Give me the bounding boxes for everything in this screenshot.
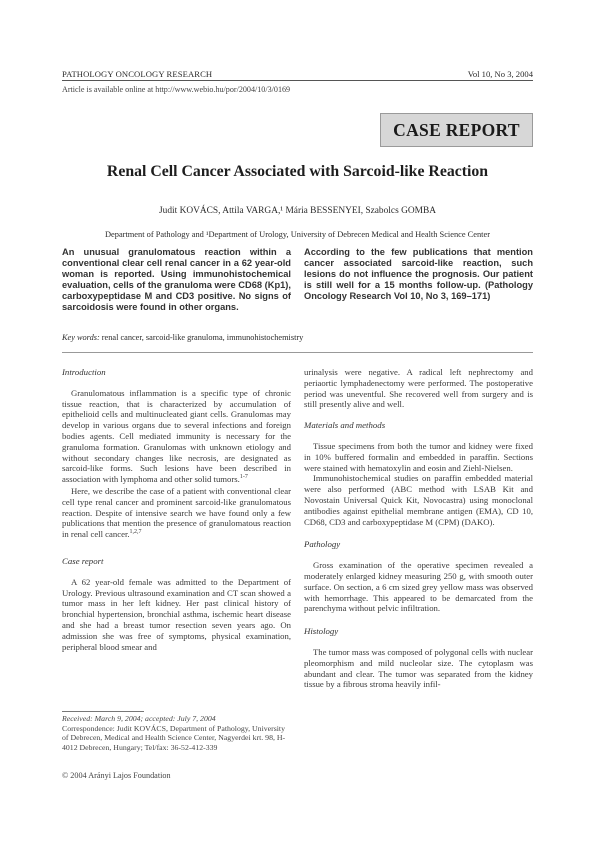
availability-link[interactable]: Article is available online at http://www.webio.hu/por/2004/10/3/0169: [62, 85, 291, 94]
intro-p2-ref: 1,2,7: [129, 529, 142, 536]
case-report-paragraph: A 62 year-old female was admitted to the Department of Urology. Previous ultrasound examination and CT scan showed a tumor mass in her left kidney. Her past clinical history of bronchial hypertension, bronchial asthma, ischemic heart disease and she had a breast tumor resection seven years ago. On admission she was free of symptoms, physical examination, peripheral blood smear and: [62, 576, 291, 652]
article-title: Renal Cell Cancer Associated with Sarcoid-like Reaction: [106, 163, 489, 180]
introduction-paragraph-2: [62, 486, 291, 540]
histology-paragraph: The tumor mass was composed of polygonal cells with nuclear pleomorphism and mild nucleolar size. The cytoplasm was abundant and clear. The tumor was separated from the kidney tissue by a fibrous stroma heavily infil-: [304, 646, 533, 690]
pathology-paragraph: Gross examination of the operative specimen revealed a moderately enlarged kidney measuring 250 g, with smooth outer surface. On section, a 6 cm sized grey yellow mass was observed with hemorrhage. This appeared to be demarcated from the parenchyma without pelvic infiltration.: [304, 560, 533, 614]
volume-info: Vol 10, No 3, 2004: [467, 69, 533, 79]
intro-p2-text: Here, we describe the case of a patient with conventional clear cell type renal cancer and prominent sarcoid-like granulomatous reaction. Despite of intensive search we have found only a few publications that mention the presence of granulomatous reaction in renal cell cancer.: [62, 485, 291, 540]
keywords-text: renal cancer, sarcoid-like granuloma, immunohistochemistry: [101, 333, 304, 342]
header-rule: [62, 80, 533, 81]
footnote-rule: [62, 711, 144, 712]
footnote: [62, 714, 291, 752]
abstract-left: An unusual granulomatous reaction within a conventional clear cell renal cancer in a 62 year-old woman is reported. Using immunohistochemical evaluation, cells of the granuloma were CD68 (Kp1), carboxypeptidase M and CD3 positive. No signs of sarcoidosis were found in other organs.: [62, 247, 291, 312]
histology-heading: Histology: [304, 626, 339, 637]
author-list: Judit KOVÁCS, Attila VARGA,¹ Mária BESSENYEI, Szabolcs GOMBA: [159, 206, 436, 216]
case-report-heading: Case report: [62, 555, 104, 566]
abstract-right: According to the few publications that mention cancer associated sarcoid-like reaction, such lesions do not influence the prognosis. Our patient is still well for a 15 months follow-up. (Pathology Oncology Research Vol 10, No 3, 169–171): [304, 247, 533, 301]
section-divider: [62, 352, 533, 353]
keywords: [62, 333, 303, 342]
materials-paragraph-2: Immunohistochemical studies on paraffin embedded material were also performed (ABC method with LSAB Kit and Novostain Universal Quick Kit, Novocastra) using monoclonal antibodies against epithelial membrane antigen (EMA), CD 10, CD68, CD3 and carboxypeptidase M (CPM) (DAKO).: [304, 473, 533, 527]
copyright: © 2004 Arányi Lajos Foundation: [62, 771, 171, 780]
materials-heading: Materials and methods: [304, 420, 386, 431]
affiliation: Department of Pathology and ¹Department of Urology, University of Debrecen Medical and Health Science Center: [105, 230, 490, 239]
keywords-label: Key words:: [62, 333, 100, 342]
pathology-heading: Pathology: [304, 539, 341, 550]
right-column: [304, 367, 533, 690]
introduction-paragraph-1: [62, 388, 291, 485]
case-report-continuation: urinalysis were negative. A radical left nephrectomy and periaortic lymphadenectomy were performed. The postoperative period was uneventful. She recovered well from surgery and is still presently alive and well.: [304, 367, 533, 410]
case-report-badge: [380, 113, 533, 147]
intro-p1-ref: 1-7: [239, 474, 248, 481]
introduction-heading: Introduction: [62, 367, 106, 377]
correspondence: Correspondence: Judit KOVÁCS, Department of Pathology, University of Debrecen, Medical and Health Science Center, Nagyerdei krt. 98, H-4012 Debrecen, Hungary; Tel/fax: 36-52-412-339: [62, 723, 286, 752]
intro-p1-text: Granulomatous inflammation is a specific type of chronic tissue reaction, that is characterized by accumulation of epithelioid cells and multinucleated giant cells. Granulomas may develop in various organs due to several infections and foreign bodies agents. Cell mediated immunity is necessary for the granuloma formation. Granulomas with unknown etiology and without secondary changes like necrosis, are designated as sarcoid-like forms. Such lesions have been described in association with lymphoma and other solid tumors.: [62, 387, 291, 485]
journal-name: PATHOLOGY ONCOLOGY RESEARCH: [62, 69, 213, 79]
materials-paragraph-1: Tissue specimens from both the tumor and kidney were fixed in 10% buffered formalin and embedded in paraffin. Sections were stained with hematoxylin and eosin and Ziehl-Nielsen.: [304, 440, 533, 473]
received-dates: Received: March 9, 2004; accepted: July 7, 2004: [62, 714, 216, 723]
badge-label: CASE REPORT: [393, 119, 520, 140]
left-column: [62, 367, 291, 652]
